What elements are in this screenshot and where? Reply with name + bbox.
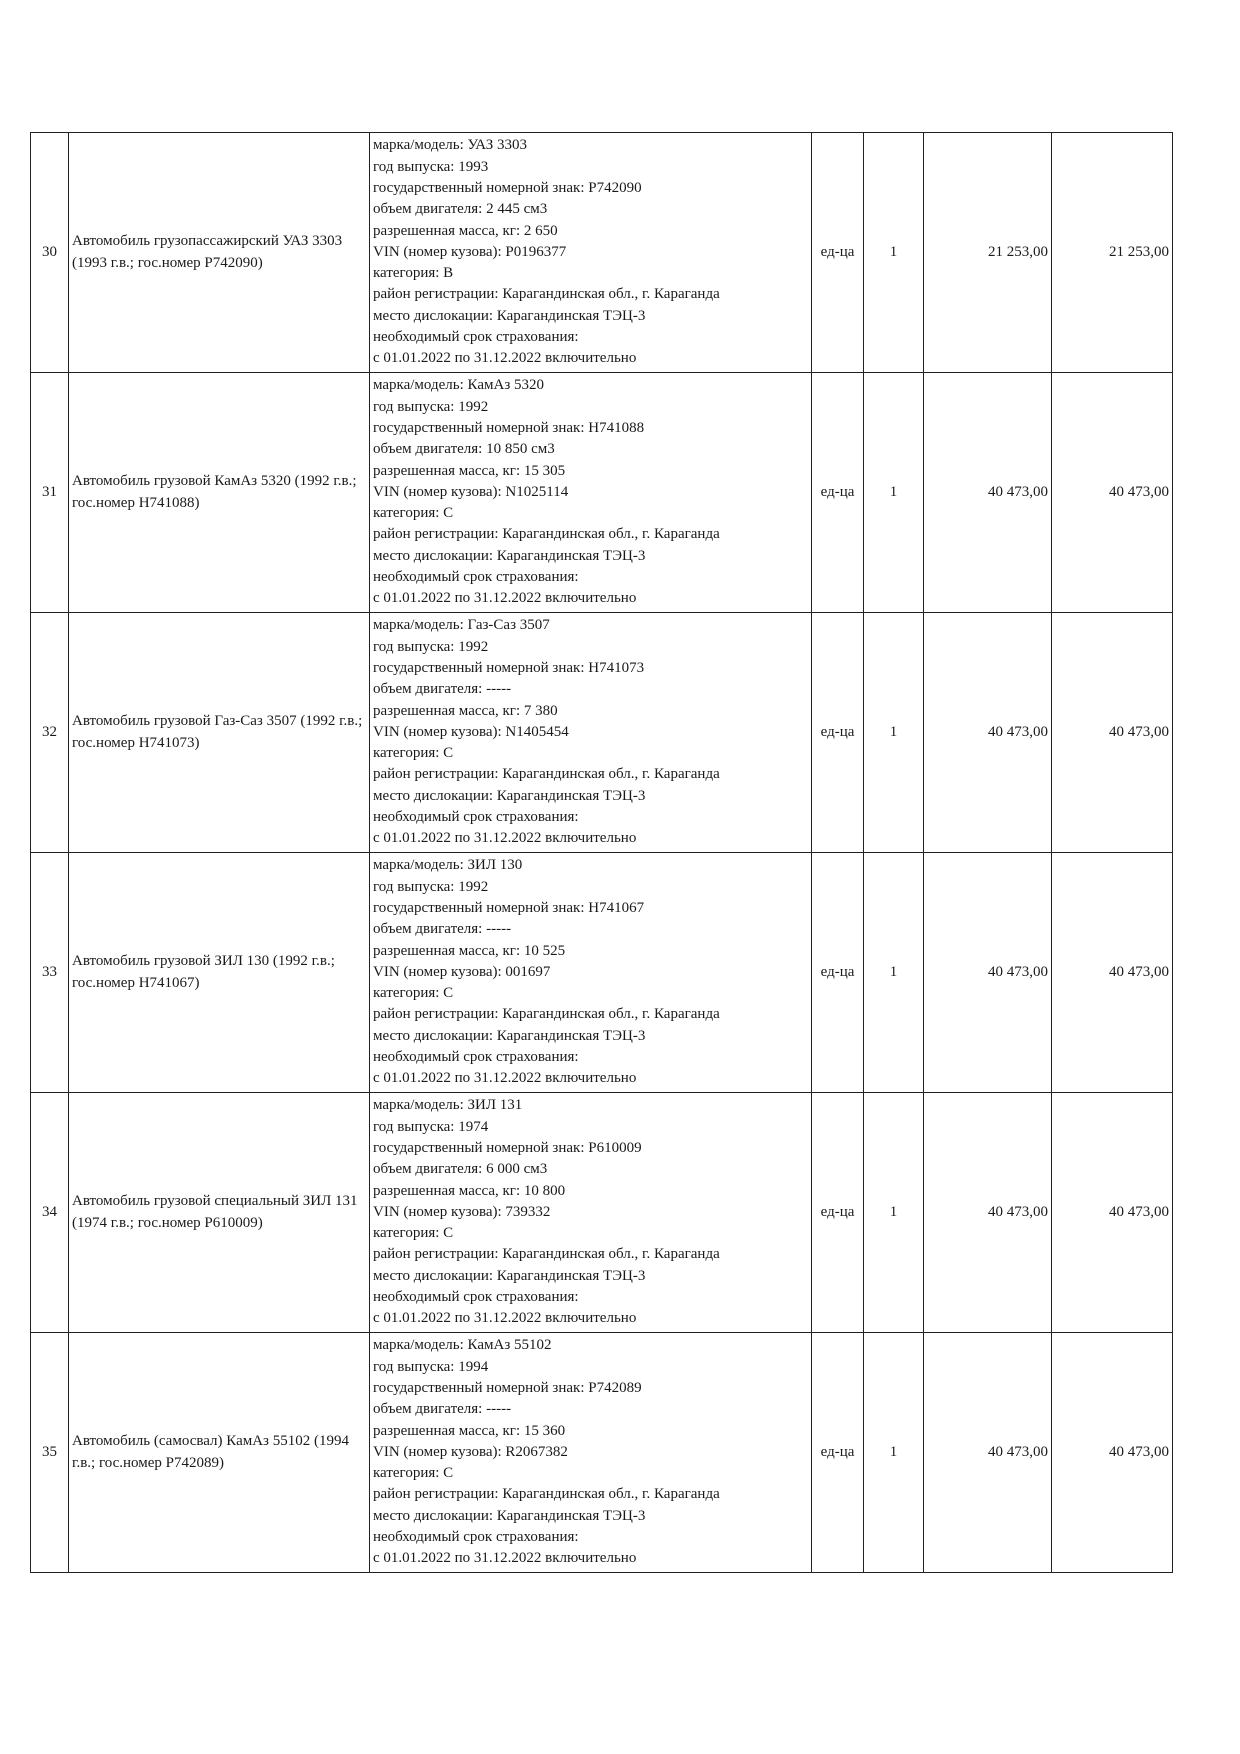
description-line: марка/модель: Газ-Саз 3507 [373,617,550,634]
description-line: место дислокации: Карагандинская ТЭЦ-3 [373,787,646,804]
description-line: категория: С [373,505,454,522]
description-line: марка/модель: КамАз 5320 [373,377,544,394]
description-line: разрешенная масса, кг: 10 800 [373,1182,566,1199]
description-line: необходимый срок страхования: [373,329,579,346]
description-line: место дислокации: Карагандинская ТЭЦ-3 [373,1027,646,1044]
item-price: 40 473,00 [924,1333,1052,1573]
description-line: государственный номерной знак: Р742090 [373,179,642,196]
description-line: VIN (номер кузова): R2067382 [373,1443,568,1460]
row-number: 33 [31,853,69,1093]
description-line: год выпуска: 1974 [373,1118,489,1135]
item-name: Автомобиль (самосвал) КамАз 55102 (1994 г.в.; гос.номер Р742089) [69,1333,370,1573]
description-line: с 01.01.2022 по 31.12.2022 включительно [373,1310,637,1327]
item-price: 40 473,00 [924,613,1052,853]
table-row [31,853,1173,1093]
item-description [370,1333,812,1573]
item-quantity: 1 [864,1093,924,1333]
table-row [31,1333,1173,1573]
item-sum: 40 473,00 [1052,1333,1173,1573]
item-unit: ед-ца [812,613,864,853]
item-unit: ед-ца [812,1333,864,1573]
description-line: марка/модель: ЗИЛ 130 [373,857,523,874]
item-quantity: 1 [864,613,924,853]
item-sum: 40 473,00 [1052,373,1173,613]
row-number: 34 [31,1093,69,1333]
description-line: необходимый срок страхования: [373,809,579,826]
description-line: категория: С [373,745,454,762]
description-line: с 01.01.2022 по 31.12.2022 включительно [373,1550,637,1567]
description-line: разрешенная масса, кг: 15 305 [373,462,566,479]
description-line: место дислокации: Карагандинская ТЭЦ-3 [373,547,646,564]
item-description [370,133,812,373]
item-price: 40 473,00 [924,853,1052,1093]
description-line: район регистрации: Карагандинская обл., г. Караганда [373,766,720,783]
row-number: 32 [31,613,69,853]
description-line: необходимый срок страхования: [373,1289,579,1306]
description-line: с 01.01.2022 по 31.12.2022 включительно [373,1070,637,1087]
description-line: год выпуска: 1992 [373,638,489,655]
item-sum: 40 473,00 [1052,613,1173,853]
description-line: VIN (номер кузова): 001697 [373,963,551,980]
item-price: 40 473,00 [924,1093,1052,1333]
item-unit: ед-ца [812,853,864,1093]
item-quantity: 1 [864,853,924,1093]
description-line: разрешенная масса, кг: 15 360 [373,1422,566,1439]
description-line: объем двигателя: 6 000 см3 [373,1161,548,1178]
table-row [31,133,1173,373]
description-line: разрешенная масса, кг: 2 650 [373,222,558,239]
description-line: разрешенная масса, кг: 7 380 [373,702,558,719]
row-number: 35 [31,1333,69,1573]
description-line: марка/модель: УАЗ 3303 [373,137,528,154]
description-line: место дислокации: Карагандинская ТЭЦ-3 [373,307,646,324]
description-line: место дислокации: Карагандинская ТЭЦ-3 [373,1507,646,1524]
description-line: необходимый срок страхования: [373,1529,579,1546]
description-line: с 01.01.2022 по 31.12.2022 включительно [373,590,637,607]
row-number: 31 [31,373,69,613]
description-line: категория: В [373,265,454,282]
description-line: необходимый срок страхования: [373,569,579,586]
table-row [31,613,1173,853]
item-unit: ед-ца [812,373,864,613]
item-quantity: 1 [864,373,924,613]
description-line: год выпуска: 1993 [373,158,489,175]
description-line: категория: С [373,1465,454,1482]
item-quantity: 1 [864,133,924,373]
description-line: с 01.01.2022 по 31.12.2022 включительно [373,350,637,367]
description-line: государственный номерной знак: Р610009 [373,1139,642,1156]
description-line: государственный номерной знак: Р742089 [373,1379,642,1396]
description-line: объем двигателя: ----- [373,1401,512,1418]
description-line: марка/модель: ЗИЛ 131 [373,1097,523,1114]
description-line: государственный номерной знак: Н741067 [373,899,645,916]
item-unit: ед-ца [812,133,864,373]
vehicle-table [30,132,1173,1573]
item-name: Автомобиль грузопассажирский УАЗ 3303 (1993 г.в.; гос.номер Р742090) [69,133,370,373]
description-line: район регистрации: Карагандинская обл., г. Караганда [373,1486,720,1503]
item-unit: ед-ца [812,1093,864,1333]
description-line: разрешенная масса, кг: 10 525 [373,942,566,959]
item-sum: 40 473,00 [1052,1093,1173,1333]
description-line: VIN (номер кузова): 739332 [373,1203,551,1220]
description-line: VIN (номер кузова): N1025114 [373,483,569,500]
description-line: необходимый срок страхования: [373,1049,579,1066]
row-number: 30 [31,133,69,373]
description-line: с 01.01.2022 по 31.12.2022 включительно [373,830,637,847]
description-line: VIN (номер кузова): Р0196377 [373,243,567,260]
description-line: район регистрации: Карагандинская обл., г. Караганда [373,526,720,543]
description-line: категория: С [373,1225,454,1242]
table-row [31,1093,1173,1333]
item-name: Автомобиль грузовой Газ-Саз 3507 (1992 г.в.; гос.номер Н741073) [69,613,370,853]
item-price: 21 253,00 [924,133,1052,373]
description-line: объем двигателя: 2 445 см3 [373,201,548,218]
item-price: 40 473,00 [924,373,1052,613]
description-line: район регистрации: Карагандинская обл., г. Караганда [373,1246,720,1263]
item-name: Автомобиль грузовой КамАз 5320 (1992 г.в.; гос.номер Н741088) [69,373,370,613]
description-line: VIN (номер кузова): N1405454 [373,723,569,740]
item-description [370,1093,812,1333]
table-row [31,373,1173,613]
item-quantity: 1 [864,1333,924,1573]
description-line: категория: С [373,985,454,1002]
description-line: марка/модель: КамАз 55102 [373,1337,552,1354]
item-description [370,373,812,613]
item-sum: 40 473,00 [1052,853,1173,1093]
description-line: район регистрации: Карагандинская обл., г. Караганда [373,1006,720,1023]
description-line: государственный номерной знак: Н741088 [373,419,645,436]
item-description [370,853,812,1093]
item-name: Автомобиль грузовой специальный ЗИЛ 131 (1974 г.в.; гос.номер Р610009) [69,1093,370,1333]
description-line: объем двигателя: ----- [373,681,512,698]
table-body [31,133,1173,1573]
description-line: объем двигателя: 10 850 см3 [373,441,555,458]
description-line: год выпуска: 1992 [373,878,489,895]
description-line: год выпуска: 1994 [373,1358,489,1375]
item-name: Автомобиль грузовой ЗИЛ 130 (1992 г.в.; гос.номер Н741067) [69,853,370,1093]
description-line: место дислокации: Карагандинская ТЭЦ-3 [373,1267,646,1284]
document-page [30,132,1172,1573]
item-description [370,613,812,853]
description-line: год выпуска: 1992 [373,398,489,415]
description-line: район регистрации: Карагандинская обл., г. Караганда [373,286,720,303]
description-line: государственный номерной знак: Н741073 [373,659,645,676]
item-sum: 21 253,00 [1052,133,1173,373]
description-line: объем двигателя: ----- [373,921,512,938]
